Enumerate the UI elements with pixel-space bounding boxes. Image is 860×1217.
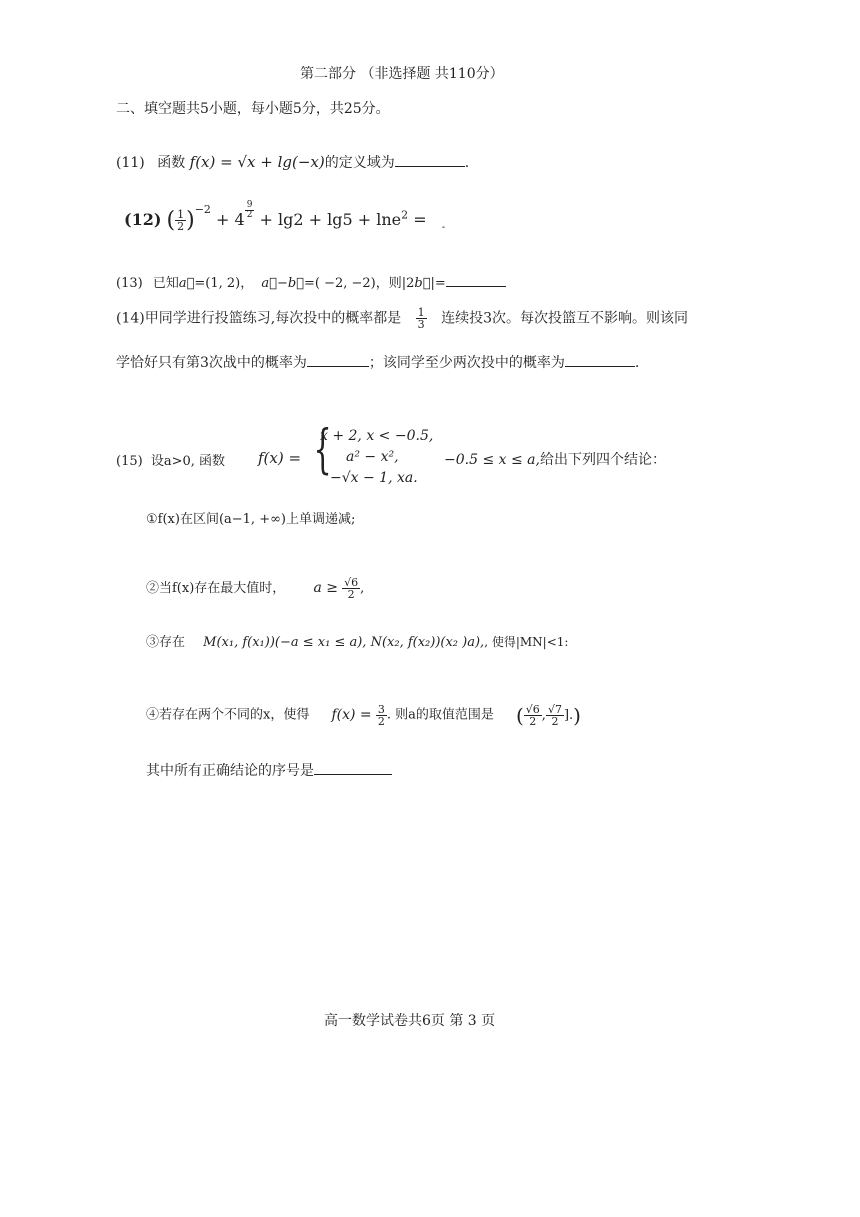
fraction-three-halves: $\frac{3}{2}$ xyxy=(377,702,385,728)
expression-tail: + lg2 + lg5 + lne xyxy=(259,210,402,229)
vector-a: a⃗ xyxy=(178,276,195,291)
exponent: −2 xyxy=(194,202,211,216)
piece-3: −√x − 1, xa. xyxy=(330,470,418,486)
piece-condition: −0.5 ≤ x ≤ a,给出下列四个结论： xyxy=(444,452,666,468)
part-title: 第二部分 （非选择题 共110分） xyxy=(300,66,504,82)
question-text: (14)甲同学进行投篮练习,每次投中的概率都是 xyxy=(116,310,402,327)
question-text-cont: 连续投3次。每次投篮互不影响。则该同 xyxy=(441,310,688,327)
section-heading: 二、填空题共5小题，每小题5分，共25分。 xyxy=(116,101,390,117)
conclusion-tail: , 使得|MN|<1: xyxy=(484,635,569,649)
answer-blank[interactable] xyxy=(314,760,392,775)
answer-blank[interactable] xyxy=(446,272,506,287)
piece-2: a² − x², xyxy=(346,449,399,465)
inequality: a ≥ xyxy=(313,580,338,596)
question-number: (11) xyxy=(116,155,145,171)
piece-1: x + 2, x < −0.5, xyxy=(320,428,434,444)
question-15-number: (15) 设a>0, 函数 xyxy=(116,454,226,469)
question-13 xyxy=(116,272,506,291)
conclusion-4: ④若存在两个不同的x，使得 f(x) = $\frac{3}{2}$ . 则a的取值范围是 ( $\frac{√6}{2}$ , $\frac{√7}{2}$ ].) xyxy=(146,702,581,728)
answer-dash[interactable]: - xyxy=(441,222,446,233)
base-four: 4 xyxy=(234,210,245,229)
conclusion-1: ①f(x)在区间(a−1, +∞)上单调递减; xyxy=(146,512,356,527)
question-end: |= xyxy=(430,276,446,291)
vector-a-value: =(1, 2)， xyxy=(194,276,254,291)
vector-b: b⃗ xyxy=(414,276,431,291)
equation: f(x) = xyxy=(331,706,372,723)
exponent-fraction: 9 2 xyxy=(246,200,253,220)
function-expression: f(x) = √x + lg(−x) xyxy=(189,153,325,171)
question-14-line-2 xyxy=(116,352,639,372)
fraction-half: $\frac{1}{2}$ xyxy=(177,208,185,233)
answer-blank-2[interactable] xyxy=(565,352,635,367)
fraction-third: $\frac{1}{3}$ xyxy=(417,306,425,331)
conclusion-3: ③存在 M(x₁, f(x₁))(−a ≤ x₁ ≤ a), N(x₂, f(x₂))(x₂ )a),, 使得|MN|<1: xyxy=(146,635,569,650)
paren-fraction: ( xyxy=(166,208,176,233)
final-prompt: 其中所有正确结论的序号是 xyxy=(146,760,392,780)
question-text: 已知 xyxy=(152,276,179,291)
question-text: 设a>0, 函数 xyxy=(150,454,226,469)
question-end: . xyxy=(634,355,640,371)
range-expression: ( $\frac{√6}{2}$ , $\frac{√7}{2}$ ].) xyxy=(515,702,581,728)
answer-blank-1[interactable] xyxy=(307,352,369,367)
question-end: . xyxy=(464,155,470,171)
equals: = xyxy=(408,210,432,229)
question-number: (12) xyxy=(124,210,162,229)
piecewise-brace: { xyxy=(313,420,332,480)
question-14-line-1 xyxy=(116,307,688,330)
conclusion-text: . 则a的取值范围是 xyxy=(386,707,494,723)
question-text-cont: ；该同学至少两次投中的概率为 xyxy=(368,355,565,371)
question-suffix: 的定义域为 xyxy=(324,155,395,171)
page-footer: 高一数学试卷共6页 第 3 页 xyxy=(324,1013,496,1029)
conclusion-2: ②当f(x)存在最大值时， a ≥ $\frac{√6}{2}$ , xyxy=(146,576,365,601)
question-text: 学恰好只有第3次战中的概率为 xyxy=(116,355,307,371)
vector-diff-value: =( −2, −2)，则|2 xyxy=(303,276,415,291)
question-prefix: 函数 xyxy=(157,155,186,171)
fraction-sqrt6-over-2: $\frac{√6}{2}$ xyxy=(344,576,359,601)
question-12: (12) ( $\frac{1}{2}$ )$^{-2}$ + 4 $^{\frac{9}{2}}$ + lg2 + lg5 + lne$^2$ = - xyxy=(124,200,446,233)
function-label: f(x) = xyxy=(258,449,302,467)
question-11 xyxy=(116,152,469,172)
question-number: (13) xyxy=(116,276,143,291)
square-exponent: 2 xyxy=(401,208,409,222)
question-tail: 给出下列四个结论： xyxy=(539,452,666,468)
vector-a-minus-b: a⃗−b⃗ xyxy=(261,276,304,291)
answer-blank[interactable] xyxy=(395,152,465,167)
points-expression: M(x₁, f(x₁))(−a ≤ x₁ ≤ a), N(x₂, f(x₂))(x₂ )a), xyxy=(203,635,485,650)
